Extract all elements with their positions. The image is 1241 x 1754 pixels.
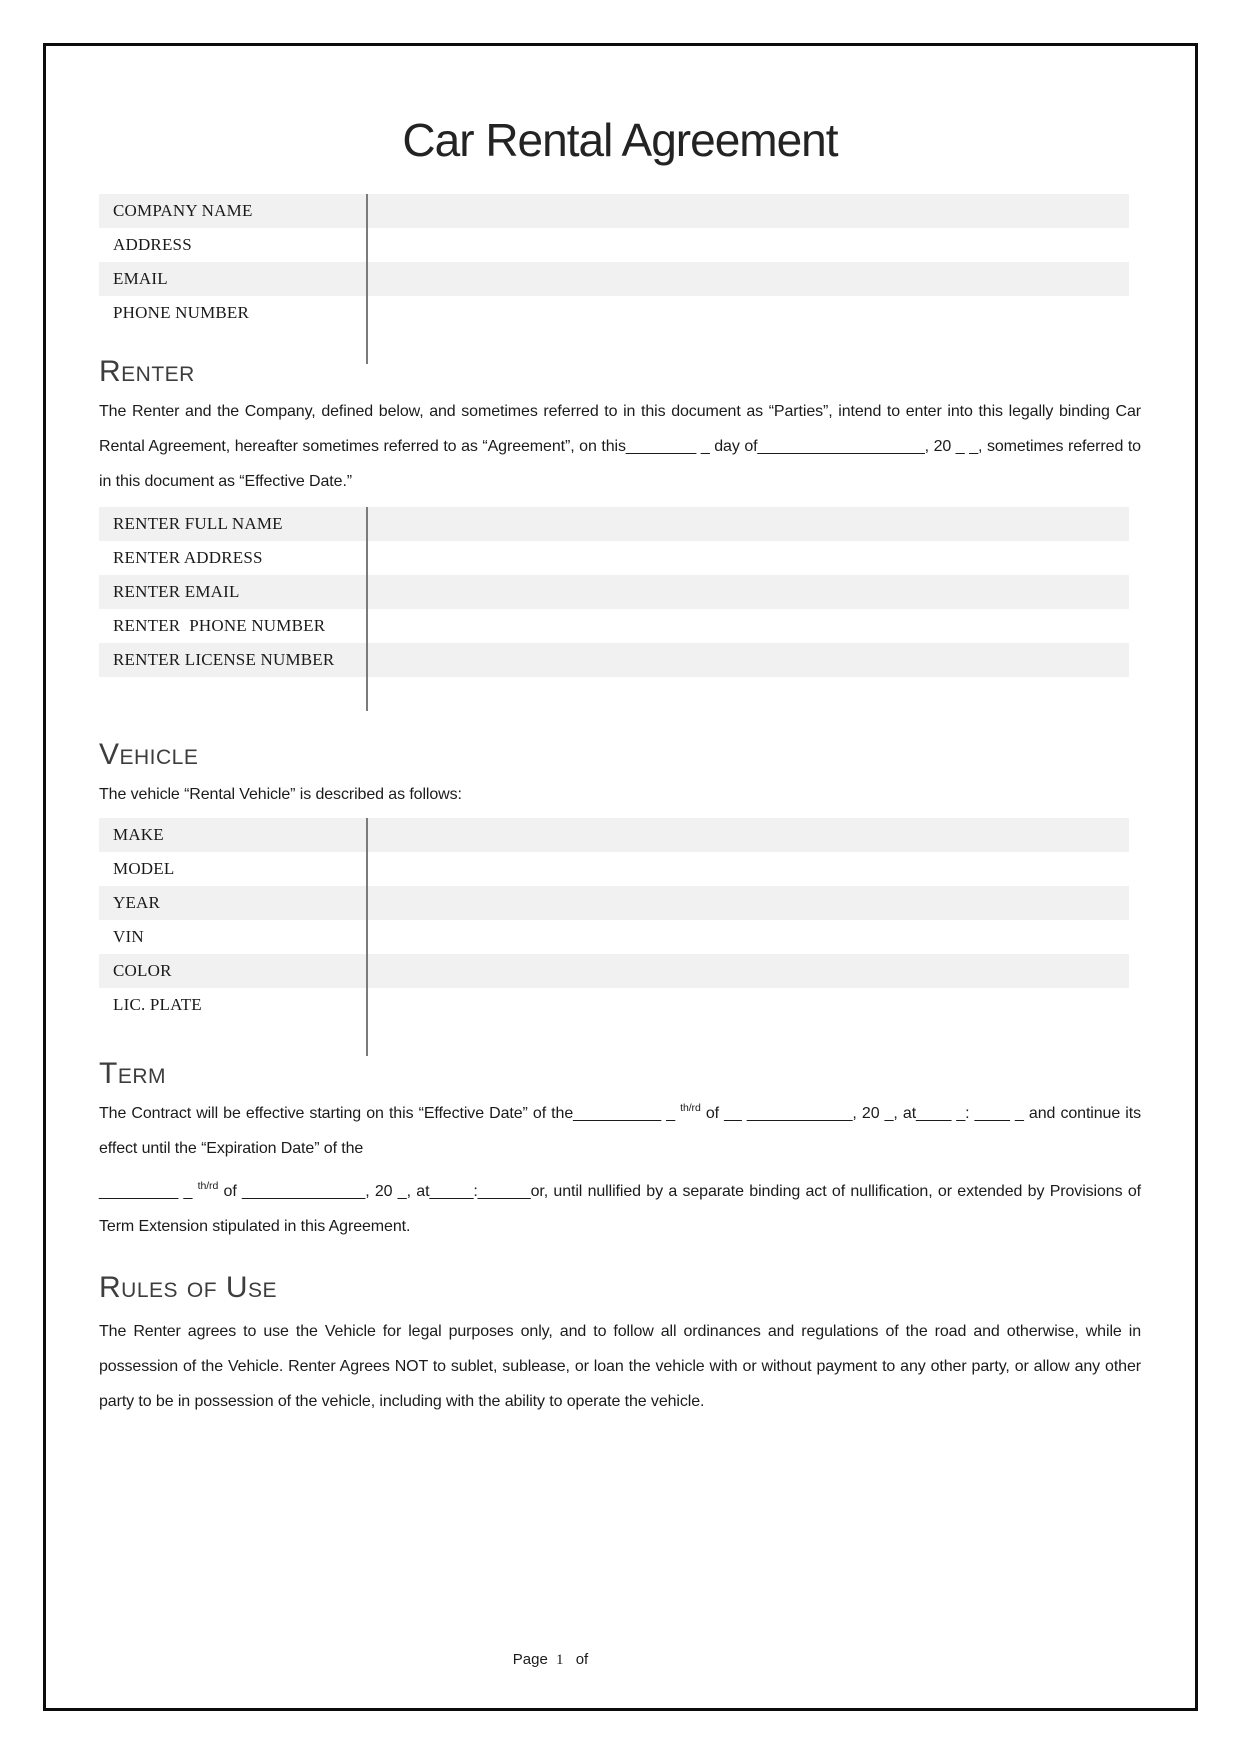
table-column-divider (366, 507, 368, 711)
renter-intro-paragraph: The Renter and the Company, defined below, and sometimes referred to in this document as “Parties”, intend to enter into this legally binding Car Rental Agreement, hereafter sometimes referred to as “Agreement”, on this________ _ day of___________________, 20 _ _, sometimes referred to in this document as “Effective Date.” (99, 403, 1141, 491)
vehicle-model-label: MODEL (113, 859, 175, 879)
table-row (99, 609, 1129, 643)
company-email-field[interactable] (366, 262, 1129, 296)
vehicle-vin-label: VIN (113, 927, 144, 947)
table-row (99, 228, 1129, 262)
company-name-label: COMPANY NAME (113, 201, 253, 221)
vehicle-plate-field[interactable] (366, 988, 1129, 1022)
table-row (99, 575, 1129, 609)
rules-section-heading: Rules of Use (99, 1271, 278, 1305)
term-p2-text: of ______________, 20 _, at_____:______or, until nullified by a separate binding act of nullification, or extended by Provisions of Term Extension stipulated in this Agreement. (99, 1183, 1141, 1236)
rules-paragraph: The Renter agrees to use the Vehicle for legal purposes only, and to follow all ordinances and regulations of the road and otherwise, while in possession of the Vehicle. Renter Agrees NOT to sublet, sublease, or loan the vehicle with or without payment to any other party, or allow any other party to be in possession of the vehicle, including with the ability to operate the vehicle. (99, 1323, 1141, 1411)
renter-phone-label: RENTER PHONE NUMBER (113, 616, 326, 636)
footer-page-label: Page (512, 1651, 548, 1668)
renter-license-label: RENTER LICENSE NUMBER (113, 650, 335, 670)
document-body (99, 0, 1141, 1419)
vehicle-intro-paragraph: The vehicle “Rental Vehicle” is described as follows: (99, 786, 462, 804)
table-row (99, 988, 1129, 1022)
renter-full-name-field[interactable] (366, 507, 1129, 541)
page-title: Car Rental Agreement (402, 114, 838, 166)
term-p2-text: _________ _ (99, 1183, 198, 1201)
company-info-table (99, 194, 1129, 330)
vehicle-vin-field[interactable] (366, 920, 1129, 954)
table-row (99, 194, 1129, 228)
vehicle-make-field[interactable] (366, 818, 1129, 852)
table-row (99, 507, 1129, 541)
table-row (99, 886, 1129, 920)
vehicle-plate-label: LIC. PLATE (113, 995, 202, 1015)
table-column-divider (366, 194, 368, 364)
term-section-heading: Term (99, 1057, 166, 1091)
company-phone-label: PHONE NUMBER (113, 303, 250, 323)
renter-full-name-label: RENTER FULL NAME (113, 514, 283, 534)
table-row (99, 954, 1129, 988)
vehicle-section-heading: Vehicle (99, 738, 199, 772)
vehicle-year-label: YEAR (113, 893, 161, 913)
term-paragraph-2 (99, 1174, 1141, 1244)
ordinal-suffix: th/rd (680, 1102, 701, 1115)
company-address-label: ADDRESS (113, 235, 192, 255)
table-column-divider (366, 818, 368, 1056)
renter-info-table (99, 507, 1129, 677)
footer-of-label: of (575, 1651, 589, 1668)
vehicle-info-table (99, 818, 1129, 1022)
renter-license-field[interactable] (366, 643, 1129, 677)
vehicle-color-field[interactable] (366, 954, 1129, 988)
vehicle-make-label: MAKE (113, 825, 164, 845)
table-row (99, 818, 1129, 852)
renter-email-label: RENTER EMAIL (113, 582, 240, 602)
renter-section-heading: Renter (99, 355, 195, 389)
term-p1-text: The Contract will be effective starting on this “Effective Date” of the__________ _ (99, 1105, 681, 1123)
renter-phone-field[interactable] (366, 609, 1129, 643)
table-row (99, 296, 1129, 330)
renter-address-field[interactable] (366, 541, 1129, 575)
term-p1-text: of __ ____________, 20 _, at____ _: ____ _ and continue its effect until the “Expiration Date” of the (99, 1105, 1141, 1158)
table-row (99, 262, 1129, 296)
company-address-field[interactable] (366, 228, 1129, 262)
footer-page-number: 1 (556, 1652, 564, 1668)
page-footer (0, 1651, 1241, 1669)
company-phone-field[interactable] (366, 296, 1129, 330)
table-row (99, 920, 1129, 954)
company-name-field[interactable] (366, 194, 1129, 228)
company-email-label: EMAIL (113, 269, 168, 289)
ordinal-suffix: th/rd (197, 1180, 219, 1193)
renter-email-field[interactable] (366, 575, 1129, 609)
vehicle-year-field[interactable] (366, 886, 1129, 920)
vehicle-color-label: COLOR (113, 961, 172, 981)
term-paragraph-1 (99, 1096, 1141, 1166)
table-row (99, 852, 1129, 886)
table-row (99, 643, 1129, 677)
vehicle-model-field[interactable] (366, 852, 1129, 886)
table-row (99, 541, 1129, 575)
renter-address-label: RENTER ADDRESS (113, 548, 263, 568)
